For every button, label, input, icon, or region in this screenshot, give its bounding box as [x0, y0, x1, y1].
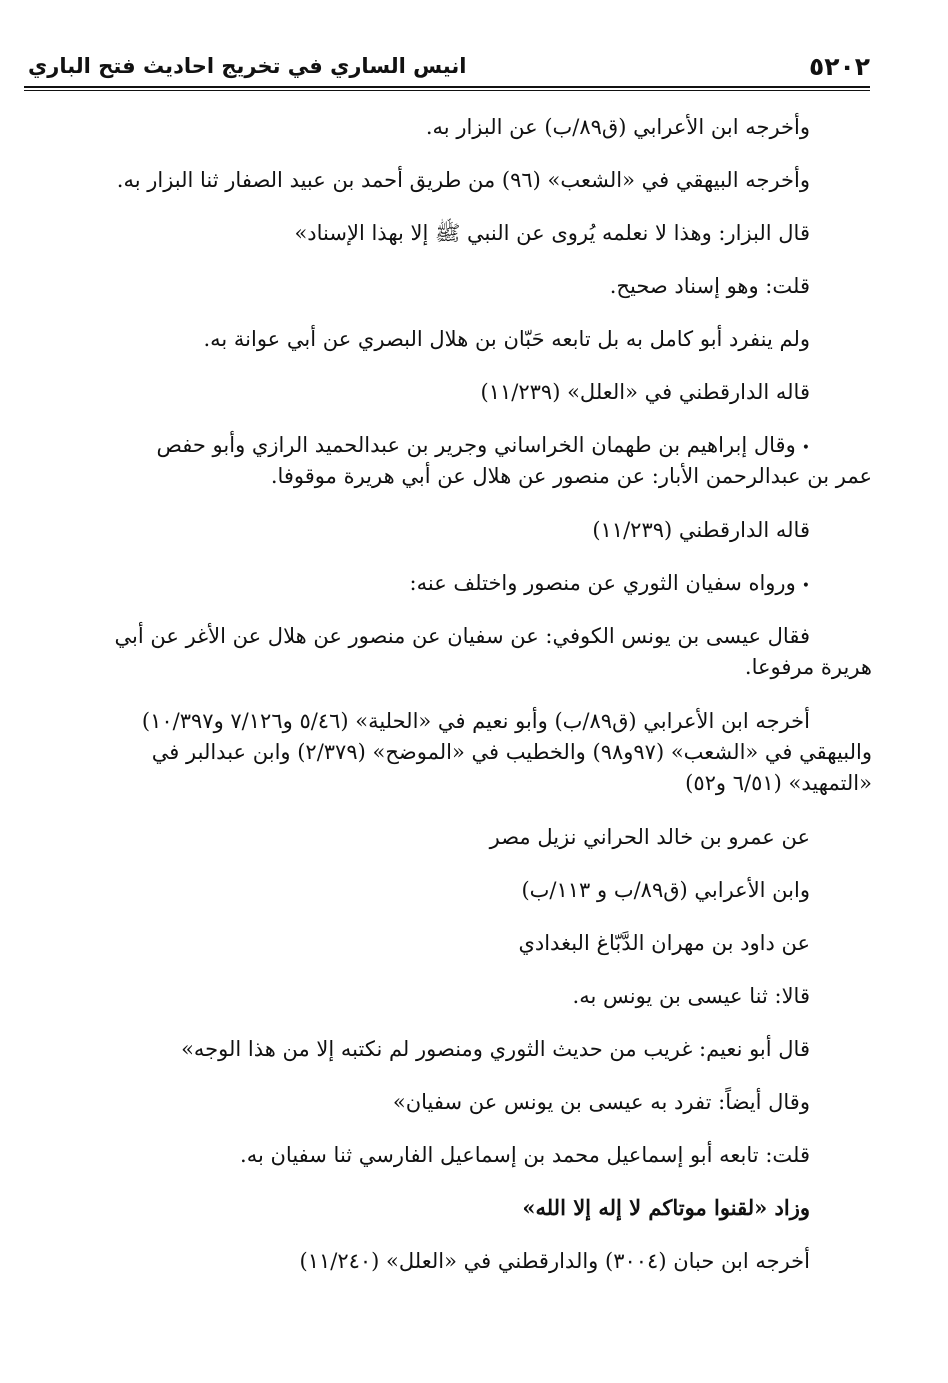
- header-divider: [24, 86, 870, 88]
- text-line: أخرجه ابن حبان (٣٠٠٤) والدارقطني في «العلل» (١١/٢٤٠): [299, 1249, 810, 1273]
- page-header: [28, 48, 870, 88]
- text-line: عن عمرو بن خالد الحراني نزيل مصر: [489, 825, 810, 849]
- paragraph: [60, 1034, 872, 1064]
- paragraph: [60, 706, 872, 799]
- text-line: قال البزار: وهذا لا نعلمه يُروى عن النبي ﷺ إلا بهذا الإسناد»: [294, 221, 810, 245]
- text-line-content: ورواه سفيان الثوري عن منصور واختلف عنه:: [409, 571, 796, 595]
- paragraph: [60, 218, 872, 248]
- text-line: وقال أيضاً: تفرد به عيسى بن يونس عن سفيان»: [392, 1090, 810, 1114]
- paragraph: [60, 112, 872, 142]
- paragraph: [60, 515, 872, 545]
- paragraph: [60, 621, 872, 683]
- paragraph: [60, 981, 872, 1011]
- text-line: والبيهقي في «الشعب» (٩٧و٩٨) والخطيب في «الموضح» (٢/٣٧٩) وابن عبدالبر في: [151, 740, 872, 764]
- text-line: وأخرجه ابن الأعرابي (ق٨٩/ب) عن البزار به.: [425, 115, 810, 139]
- text-line: قاله الدارقطني في «العلل» (١١/٢٣٩): [480, 380, 810, 404]
- text-line: قلت: تابعه أبو إسماعيل محمد بن إسماعيل الفارسي ثنا سفيان به.: [240, 1143, 810, 1167]
- text-line: [60, 568, 810, 598]
- book-title: انيس الساري في تخريج احاديث فتح الباري: [28, 54, 467, 78]
- paragraph: [60, 271, 872, 301]
- text-line: قال أبو نعيم: غريب من حديث الثوري ومنصور لم نكتبه إلا من هذا الوجه»: [181, 1037, 810, 1061]
- bullet-marker: •: [801, 578, 810, 594]
- page-number: ٥٢٠٢: [808, 52, 870, 81]
- paragraph: [60, 875, 872, 905]
- paragraph: [60, 1193, 872, 1223]
- paragraph: [60, 822, 872, 852]
- page-body: [60, 112, 872, 1299]
- text-line: وزاد «لقنوا موتاكم لا إله إلا الله»: [522, 1195, 810, 1220]
- text-line: [60, 430, 872, 461]
- text-line-content: وقال إبراهيم بن طهمان الخراساني وجرير بن عبدالحميد الرازي وأبو حفص: [156, 433, 796, 457]
- paragraph: [60, 165, 872, 195]
- text-line: قاله الدارقطني (١١/٢٣٩): [592, 518, 810, 542]
- text-line: عمر بن عبدالرحمن الأبار: عن منصور عن هلال عن أبي هريرة موقوفا.: [270, 464, 872, 488]
- paragraph: [60, 377, 872, 407]
- paragraph: [60, 1140, 872, 1170]
- header-divider-thin: [24, 90, 870, 91]
- bullet-paragraph: [60, 430, 872, 492]
- paragraph: [60, 1246, 872, 1276]
- text-line: هريرة مرفوعا.: [744, 655, 872, 679]
- bullet-paragraph: [60, 568, 872, 598]
- paragraph: [60, 928, 872, 958]
- text-line: عن داود بن مهران الدَّبّاغ البغدادي: [518, 931, 810, 955]
- text-line: «التمهيد» (٦/٥١ و٥٢): [685, 771, 872, 795]
- text-line: قالا: ثنا عيسى بن يونس به.: [572, 984, 810, 1008]
- text-line: فقال عيسى بن يونس الكوفي: عن سفيان عن منصور عن هلال عن الأغر عن أبي: [114, 624, 810, 648]
- paragraph: [60, 1087, 872, 1117]
- text-line: ولم ينفرد أبو كامل به بل تابعه حَبّان بن هلال البصري عن أبي عوانة به.: [203, 327, 810, 351]
- text-line: قلت: وهو إسناد صحيح.: [609, 274, 810, 298]
- text-line: وابن الأعرابي (ق٨٩/ب و ١١٣/ب): [521, 878, 810, 902]
- bullet-marker: •: [801, 440, 810, 456]
- paragraph: [60, 324, 872, 354]
- text-line: وأخرجه البيهقي في «الشعب» (٩٦) من طريق أحمد بن عبيد الصفار ثنا البزار به.: [116, 168, 810, 192]
- text-line: أخرجه ابن الأعرابي (ق٨٩/ب) وأبو نعيم في «الحلية» (٥/٤٦ و٧/١٢٦ و١٠/٣٩٧): [141, 709, 810, 733]
